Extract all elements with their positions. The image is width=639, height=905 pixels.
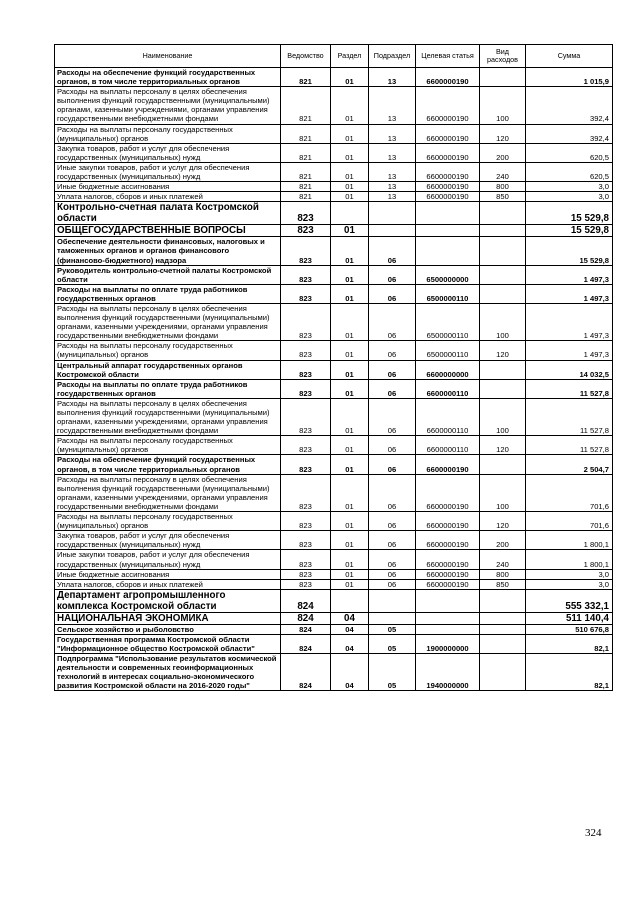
row-sum-cell: 1 497,3	[526, 284, 613, 303]
row-name-cell: Расходы на выплаты по оплате труда работников государственных органов	[55, 284, 281, 303]
row-section-cell: 01	[331, 512, 369, 531]
row-exp-type-cell	[480, 654, 526, 691]
row-name-cell: Расходы на выплаты по оплате труда работников государственных органов	[55, 379, 281, 398]
row-name-cell: Расходы на выплаты персоналу в целях обеспечения выполнения функций государственными (муниципальными) органами, казенными учреждениями, органами управления государственными внебюджетными фондами	[55, 474, 281, 511]
row-dept-cell: 823	[281, 455, 331, 474]
row-name-cell: Подпрограмма "Использование результатов космической деятельности и современных геоинформационных технологий в интересах социально-экономического развития Костромской области на 2016-2020 годы"	[55, 654, 281, 691]
row-section-cell: 01	[331, 143, 369, 162]
row-subsection-cell: 05	[369, 634, 416, 653]
row-target-cell: 6600000190	[416, 531, 480, 550]
row-subsection-cell: 06	[369, 398, 416, 435]
row-dept-cell: 821	[281, 192, 331, 202]
table-row	[55, 360, 613, 379]
table-row	[55, 237, 613, 265]
table-row	[55, 612, 613, 624]
table-row	[55, 87, 613, 124]
row-sum-cell: 82,1	[526, 654, 613, 691]
row-target-cell: 6500000110	[416, 303, 480, 340]
table-row	[55, 202, 613, 225]
row-target-cell: 6600000190	[416, 550, 480, 569]
row-subsection-cell: 13	[369, 182, 416, 192]
row-exp-type-cell	[480, 265, 526, 284]
row-name-cell: Контрольно-счетная палата Костромской области	[55, 202, 281, 225]
row-target-cell: 6600000190	[416, 162, 480, 181]
row-section-cell: 04	[331, 624, 369, 634]
row-dept-cell: 821	[281, 87, 331, 124]
row-sum-cell: 701,6	[526, 512, 613, 531]
row-name-cell: Расходы на выплаты персоналу в целях обеспечения выполнения функций государственными (муниципальными) органами, казенными учреждениями, органами управления государственными внебюджетными фондами	[55, 303, 281, 340]
row-section-cell: 01	[331, 579, 369, 589]
row-subsection-cell	[369, 589, 416, 612]
table-row	[55, 579, 613, 589]
table-row	[55, 143, 613, 162]
row-target-cell: 6500000000	[416, 265, 480, 284]
row-subsection-cell: 06	[369, 512, 416, 531]
row-sum-cell: 3,0	[526, 569, 613, 579]
row-sum-cell: 15 529,8	[526, 237, 613, 265]
row-dept-cell: 823	[281, 341, 331, 360]
table-row	[55, 225, 613, 237]
row-subsection-cell: 06	[369, 436, 416, 455]
row-subsection-cell: 06	[369, 303, 416, 340]
row-section-cell: 01	[331, 550, 369, 569]
row-sum-cell: 14 032,5	[526, 360, 613, 379]
column-header-sum: Сумма	[526, 45, 613, 68]
row-name-cell: НАЦИОНАЛЬНАЯ ЭКОНОМИКА	[55, 612, 281, 624]
row-target-cell: 1940000000	[416, 654, 480, 691]
row-section-cell: 01	[331, 237, 369, 265]
row-subsection-cell: 13	[369, 124, 416, 143]
row-section-cell	[331, 589, 369, 612]
table-row	[55, 398, 613, 435]
row-dept-cell: 821	[281, 162, 331, 181]
row-subsection-cell: 06	[369, 569, 416, 579]
row-target-cell: 6600000190	[416, 579, 480, 589]
row-sum-cell: 392,4	[526, 124, 613, 143]
row-sum-cell: 1 497,3	[526, 341, 613, 360]
row-dept-cell: 823	[281, 550, 331, 569]
row-exp-type-cell: 850	[480, 579, 526, 589]
row-name-cell: Расходы на выплаты персоналу государственных (муниципальных) органов	[55, 341, 281, 360]
column-header-target: Целевая статья	[416, 45, 480, 68]
row-subsection-cell: 06	[369, 341, 416, 360]
row-exp-type-cell: 100	[480, 398, 526, 435]
row-target-cell: 6600000190	[416, 474, 480, 511]
table-row	[55, 624, 613, 634]
table-row	[55, 512, 613, 531]
row-target-cell	[416, 225, 480, 237]
row-section-cell: 01	[331, 455, 369, 474]
row-name-cell: Сельское хозяйство и рыболовство	[55, 624, 281, 634]
row-exp-type-cell	[480, 634, 526, 653]
row-exp-type-cell: 200	[480, 143, 526, 162]
row-section-cell: 04	[331, 612, 369, 624]
table-row	[55, 379, 613, 398]
row-exp-type-cell	[480, 284, 526, 303]
row-exp-type-cell: 100	[480, 87, 526, 124]
row-target-cell	[416, 612, 480, 624]
table-row	[55, 162, 613, 181]
row-sum-cell: 1 800,1	[526, 531, 613, 550]
row-target-cell: 6600000110	[416, 436, 480, 455]
row-sum-cell: 1 497,3	[526, 265, 613, 284]
row-target-cell: 6500000110	[416, 341, 480, 360]
row-exp-type-cell	[480, 624, 526, 634]
row-subsection-cell: 06	[369, 550, 416, 569]
row-exp-type-cell	[480, 202, 526, 225]
row-dept-cell: 821	[281, 182, 331, 192]
row-dept-cell: 823	[281, 303, 331, 340]
row-subsection-cell	[369, 202, 416, 225]
table-row	[55, 303, 613, 340]
row-sum-cell: 510 676,8	[526, 624, 613, 634]
budget-table-sheet	[54, 44, 612, 691]
row-sum-cell: 11 527,8	[526, 379, 613, 398]
row-name-cell: Расходы на выплаты персоналу в целях обеспечения выполнения функций государственными (муниципальными) органами, казенными учреждениями, органами управления государственными внебюджетными фондами	[55, 87, 281, 124]
row-dept-cell: 824	[281, 612, 331, 624]
row-section-cell: 01	[331, 379, 369, 398]
table-row	[55, 124, 613, 143]
table-body	[55, 68, 613, 691]
row-sum-cell: 620,5	[526, 143, 613, 162]
row-dept-cell: 824	[281, 654, 331, 691]
row-name-cell: Центральный аппарат государственных органов Костромской области	[55, 360, 281, 379]
table-row	[55, 531, 613, 550]
row-exp-type-cell: 800	[480, 182, 526, 192]
column-header-subsection: Подраздел	[369, 45, 416, 68]
row-dept-cell: 823	[281, 436, 331, 455]
row-dept-cell: 821	[281, 68, 331, 87]
row-section-cell: 01	[331, 284, 369, 303]
row-name-cell: Руководитель контрольно-счетной палаты Костромской области	[55, 265, 281, 284]
row-exp-type-cell	[480, 455, 526, 474]
table-row	[55, 634, 613, 653]
row-target-cell: 6600000190	[416, 182, 480, 192]
row-dept-cell: 823	[281, 379, 331, 398]
row-exp-type-cell: 850	[480, 192, 526, 202]
table-row	[55, 182, 613, 192]
row-target-cell	[416, 624, 480, 634]
row-target-cell: 6600000190	[416, 68, 480, 87]
row-subsection-cell: 06	[369, 531, 416, 550]
row-sum-cell: 2 504,7	[526, 455, 613, 474]
row-dept-cell: 823	[281, 284, 331, 303]
row-exp-type-cell: 200	[480, 531, 526, 550]
row-section-cell	[331, 202, 369, 225]
row-section-cell: 01	[331, 341, 369, 360]
table-row	[55, 68, 613, 87]
row-dept-cell: 823	[281, 579, 331, 589]
row-subsection-cell: 06	[369, 579, 416, 589]
row-sum-cell: 3,0	[526, 579, 613, 589]
row-target-cell: 6600000110	[416, 398, 480, 435]
row-sum-cell: 620,5	[526, 162, 613, 181]
row-subsection-cell: 05	[369, 624, 416, 634]
row-section-cell: 01	[331, 303, 369, 340]
row-section-cell: 01	[331, 182, 369, 192]
row-dept-cell: 823	[281, 202, 331, 225]
row-sum-cell: 511 140,4	[526, 612, 613, 624]
row-subsection-cell: 13	[369, 68, 416, 87]
row-sum-cell: 3,0	[526, 192, 613, 202]
row-section-cell: 01	[331, 162, 369, 181]
row-subsection-cell: 06	[369, 265, 416, 284]
page-number: 324	[585, 827, 602, 839]
row-subsection-cell	[369, 225, 416, 237]
row-target-cell: 6600000190	[416, 569, 480, 579]
row-sum-cell: 15 529,8	[526, 202, 613, 225]
row-exp-type-cell: 100	[480, 303, 526, 340]
row-section-cell: 01	[331, 192, 369, 202]
table-row	[55, 474, 613, 511]
table-row	[55, 436, 613, 455]
row-exp-type-cell: 800	[480, 569, 526, 579]
row-name-cell: Расходы на выплаты персоналу в целях обеспечения выполнения функций государственными (муниципальными) органами, казенными учреждениями, органами управления государственными внебюджетными фондами	[55, 398, 281, 435]
row-name-cell: Расходы на выплаты персоналу государственных (муниципальных) органов	[55, 124, 281, 143]
row-target-cell: 6600000190	[416, 143, 480, 162]
column-header-exp-type: Вид расходов	[480, 45, 526, 68]
table-row	[55, 455, 613, 474]
row-name-cell: Иные закупки товаров, работ и услуг для обеспечения государственных (муниципальных) нужд	[55, 550, 281, 569]
row-section-cell: 01	[331, 124, 369, 143]
row-exp-type-cell	[480, 68, 526, 87]
row-section-cell: 01	[331, 360, 369, 379]
row-dept-cell: 824	[281, 589, 331, 612]
row-target-cell	[416, 589, 480, 612]
row-name-cell: Государственная программа Костромской области "Информационное общество Костромской области"	[55, 634, 281, 653]
row-exp-type-cell	[480, 589, 526, 612]
row-name-cell: Уплата налогов, сборов и иных платежей	[55, 579, 281, 589]
row-subsection-cell: 06	[369, 455, 416, 474]
row-exp-type-cell: 240	[480, 162, 526, 181]
row-name-cell: ОБЩЕГОСУДАРСТВЕННЫЕ ВОПРОСЫ	[55, 225, 281, 237]
row-target-cell: 6600000190	[416, 455, 480, 474]
row-name-cell: Уплата налогов, сборов и иных платежей	[55, 192, 281, 202]
row-sum-cell: 11 527,8	[526, 436, 613, 455]
row-target-cell: 6600000190	[416, 87, 480, 124]
row-dept-cell: 823	[281, 360, 331, 379]
row-exp-type-cell	[480, 379, 526, 398]
row-name-cell: Расходы на обеспечение функций государственных органов, в том числе территориальных органов	[55, 455, 281, 474]
row-section-cell: 01	[331, 569, 369, 579]
row-dept-cell: 823	[281, 398, 331, 435]
table-row	[55, 569, 613, 579]
row-subsection-cell: 06	[369, 360, 416, 379]
row-dept-cell: 821	[281, 143, 331, 162]
row-section-cell: 01	[331, 265, 369, 284]
row-name-cell: Закупка товаров, работ и услуг для обеспечения государственных (муниципальных) нужд	[55, 143, 281, 162]
row-exp-type-cell: 100	[480, 474, 526, 511]
table-row	[55, 192, 613, 202]
row-name-cell: Расходы на выплаты персоналу государственных (муниципальных) органов	[55, 512, 281, 531]
row-dept-cell: 823	[281, 265, 331, 284]
row-subsection-cell: 13	[369, 143, 416, 162]
row-subsection-cell: 06	[369, 474, 416, 511]
row-sum-cell: 3,0	[526, 182, 613, 192]
row-target-cell: 6600000190	[416, 124, 480, 143]
row-exp-type-cell	[480, 612, 526, 624]
row-target-cell	[416, 237, 480, 265]
row-subsection-cell: 06	[369, 284, 416, 303]
row-exp-type-cell: 120	[480, 512, 526, 531]
row-sum-cell: 11 527,8	[526, 398, 613, 435]
row-name-cell: Расходы на выплаты персоналу государственных (муниципальных) органов	[55, 436, 281, 455]
row-exp-type-cell: 120	[480, 436, 526, 455]
row-exp-type-cell	[480, 225, 526, 237]
row-target-cell: 6600000110	[416, 379, 480, 398]
row-dept-cell: 823	[281, 531, 331, 550]
row-sum-cell: 392,4	[526, 87, 613, 124]
row-name-cell: Департамент агропромышленного комплекса Костромской области	[55, 589, 281, 612]
row-section-cell: 01	[331, 436, 369, 455]
row-dept-cell: 824	[281, 634, 331, 653]
row-target-cell	[416, 202, 480, 225]
column-header-name: Наименование	[55, 45, 281, 68]
row-section-cell: 01	[331, 87, 369, 124]
row-section-cell: 01	[331, 68, 369, 87]
row-sum-cell: 1 497,3	[526, 303, 613, 340]
row-name-cell: Закупка товаров, работ и услуг для обеспечения государственных (муниципальных) нужд	[55, 531, 281, 550]
row-target-cell: 6600000000	[416, 360, 480, 379]
row-sum-cell: 82,1	[526, 634, 613, 653]
table-row	[55, 265, 613, 284]
row-subsection-cell: 13	[369, 192, 416, 202]
row-subsection-cell: 13	[369, 162, 416, 181]
row-section-cell: 04	[331, 634, 369, 653]
row-target-cell: 6600000190	[416, 192, 480, 202]
row-dept-cell: 823	[281, 237, 331, 265]
row-section-cell: 01	[331, 474, 369, 511]
row-subsection-cell: 13	[369, 87, 416, 124]
column-header-section: Раздел	[331, 45, 369, 68]
row-sum-cell: 15 529,8	[526, 225, 613, 237]
row-dept-cell: 823	[281, 569, 331, 579]
row-name-cell: Иные закупки товаров, работ и услуг для обеспечения государственных (муниципальных) нужд	[55, 162, 281, 181]
row-section-cell: 01	[331, 225, 369, 237]
row-exp-type-cell	[480, 237, 526, 265]
row-name-cell: Иные бюджетные ассигнования	[55, 569, 281, 579]
row-name-cell: Иные бюджетные ассигнования	[55, 182, 281, 192]
table-header-row	[55, 45, 613, 68]
row-section-cell: 01	[331, 398, 369, 435]
row-target-cell: 6500000110	[416, 284, 480, 303]
row-dept-cell: 823	[281, 474, 331, 511]
row-dept-cell: 823	[281, 225, 331, 237]
table-row	[55, 589, 613, 612]
row-target-cell: 6600000190	[416, 512, 480, 531]
row-dept-cell: 823	[281, 512, 331, 531]
row-section-cell: 01	[331, 531, 369, 550]
row-dept-cell: 821	[281, 124, 331, 143]
row-target-cell: 1900000000	[416, 634, 480, 653]
row-sum-cell: 555 332,1	[526, 589, 613, 612]
row-dept-cell: 824	[281, 624, 331, 634]
row-subsection-cell: 05	[369, 654, 416, 691]
table-row	[55, 284, 613, 303]
table-row	[55, 654, 613, 691]
row-subsection-cell	[369, 612, 416, 624]
row-subsection-cell: 06	[369, 379, 416, 398]
row-name-cell: Обеспечение деятельности финансовых, налоговых и таможенных органов и органов финансового (финансово-бюджетного) надзора	[55, 237, 281, 265]
row-sum-cell: 701,6	[526, 474, 613, 511]
row-name-cell: Расходы на обеспечение функций государственных органов, в том числе территориальных органов	[55, 68, 281, 87]
row-exp-type-cell: 240	[480, 550, 526, 569]
row-sum-cell: 1 015,9	[526, 68, 613, 87]
row-section-cell: 04	[331, 654, 369, 691]
row-exp-type-cell: 120	[480, 124, 526, 143]
table-row	[55, 550, 613, 569]
table-row	[55, 341, 613, 360]
row-subsection-cell: 06	[369, 237, 416, 265]
row-exp-type-cell	[480, 360, 526, 379]
column-header-dept: Ведомство	[281, 45, 331, 68]
row-sum-cell: 1 800,1	[526, 550, 613, 569]
row-exp-type-cell: 120	[480, 341, 526, 360]
budget-table	[54, 44, 613, 691]
